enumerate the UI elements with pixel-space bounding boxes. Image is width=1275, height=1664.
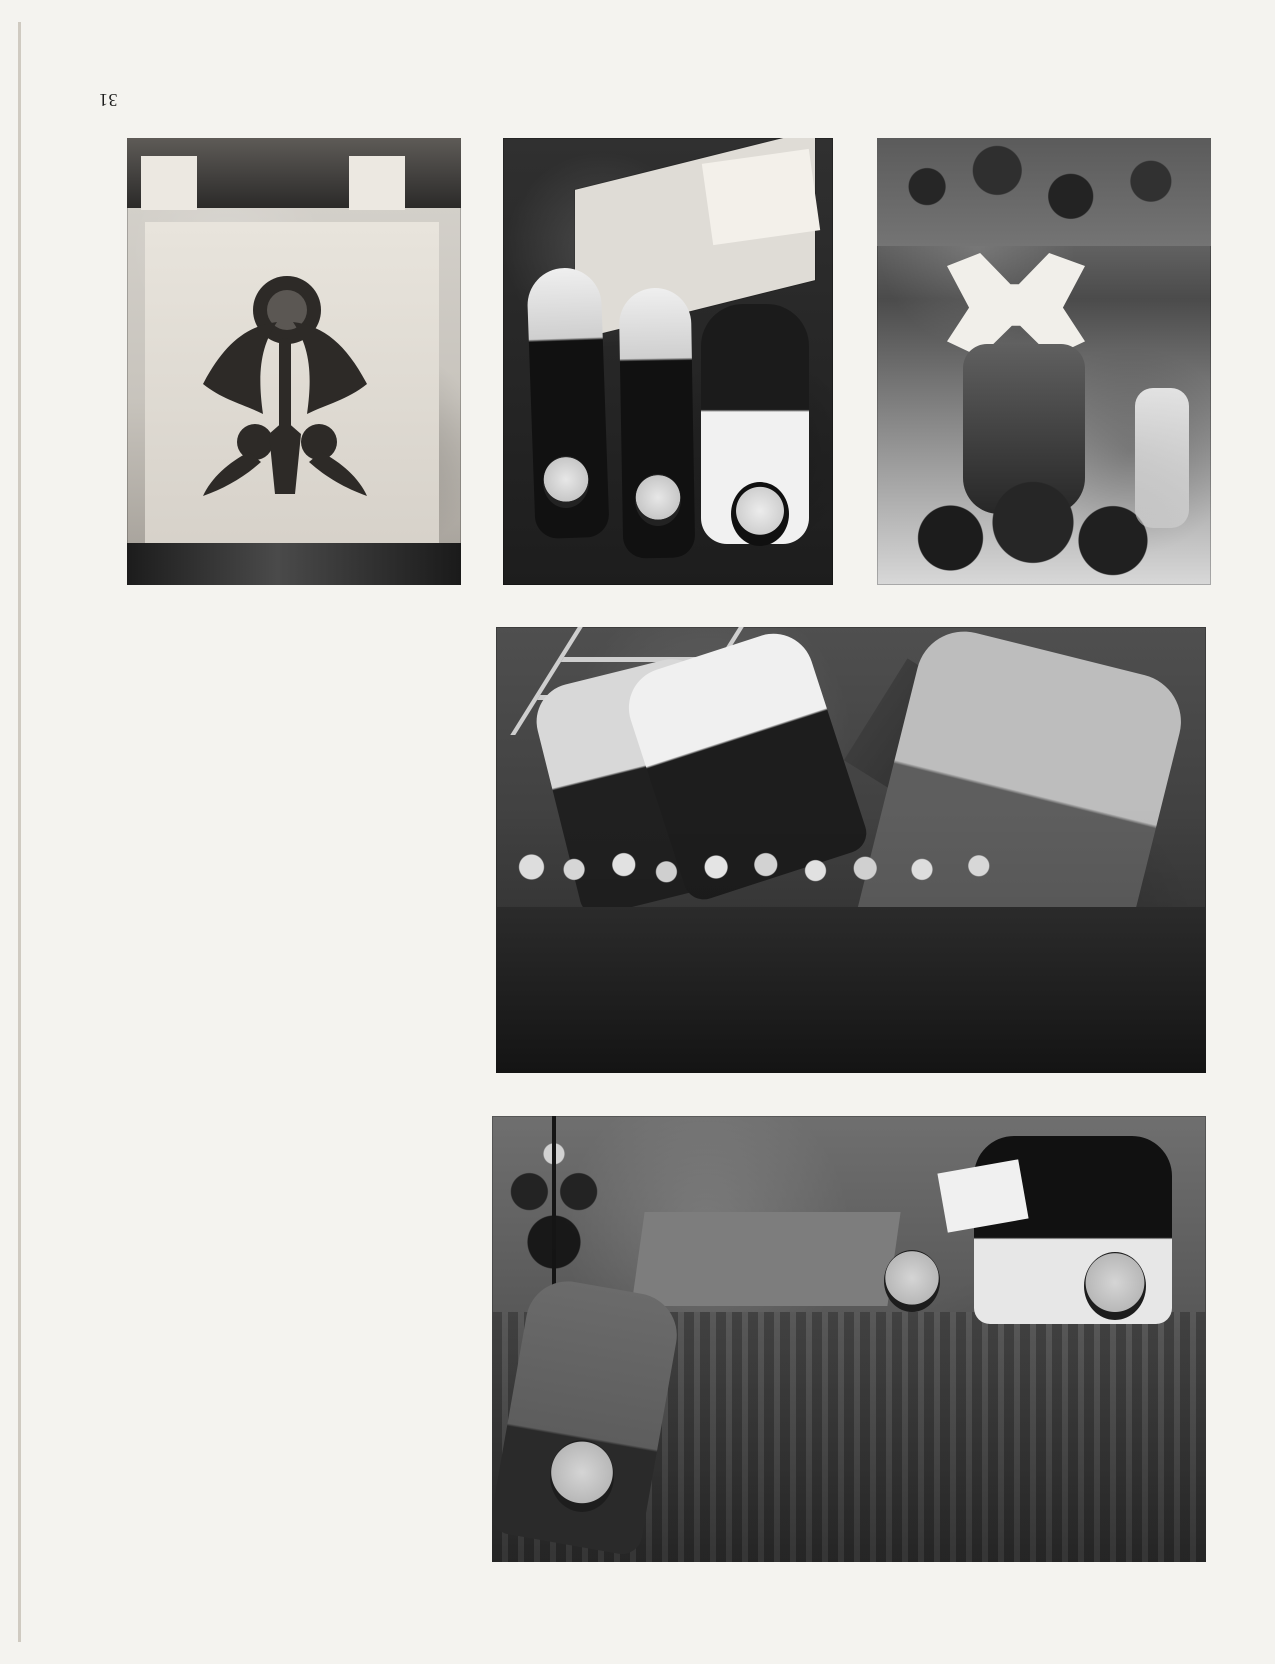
photo-bottom-large xyxy=(492,1116,1206,1562)
photo-top-right-garland xyxy=(877,138,1211,246)
photo-top-middle-head-3 xyxy=(731,482,789,546)
caption-text-block xyxy=(121,622,471,1007)
photo-top-right xyxy=(877,138,1211,585)
photo-top-right-flowers xyxy=(913,460,1163,585)
photo-top-right-glass xyxy=(1135,388,1189,528)
photo-top-middle-head-1 xyxy=(543,456,589,508)
photo-bottom-large-face-2 xyxy=(884,1250,940,1312)
photo-top-left-base xyxy=(127,543,461,585)
binding-line xyxy=(18,22,21,1642)
crest-icon xyxy=(175,264,395,500)
photo-top-middle-paper xyxy=(702,149,820,245)
photo-top-left-left-block xyxy=(141,156,197,210)
photo-middle-large xyxy=(496,627,1206,1073)
photo-bottom-large-face-1 xyxy=(550,1440,614,1512)
photo-bottom-large-table xyxy=(631,1212,900,1306)
photo-bottom-large-face-3 xyxy=(1084,1252,1146,1320)
photo-middle-large-floor xyxy=(496,907,1206,1073)
photo-top-middle-head-2 xyxy=(635,474,681,526)
photo-top-middle xyxy=(503,138,833,585)
photo-top-left-right-block xyxy=(349,156,405,210)
photo-top-left xyxy=(127,138,461,585)
page-number: 31 xyxy=(98,90,118,110)
